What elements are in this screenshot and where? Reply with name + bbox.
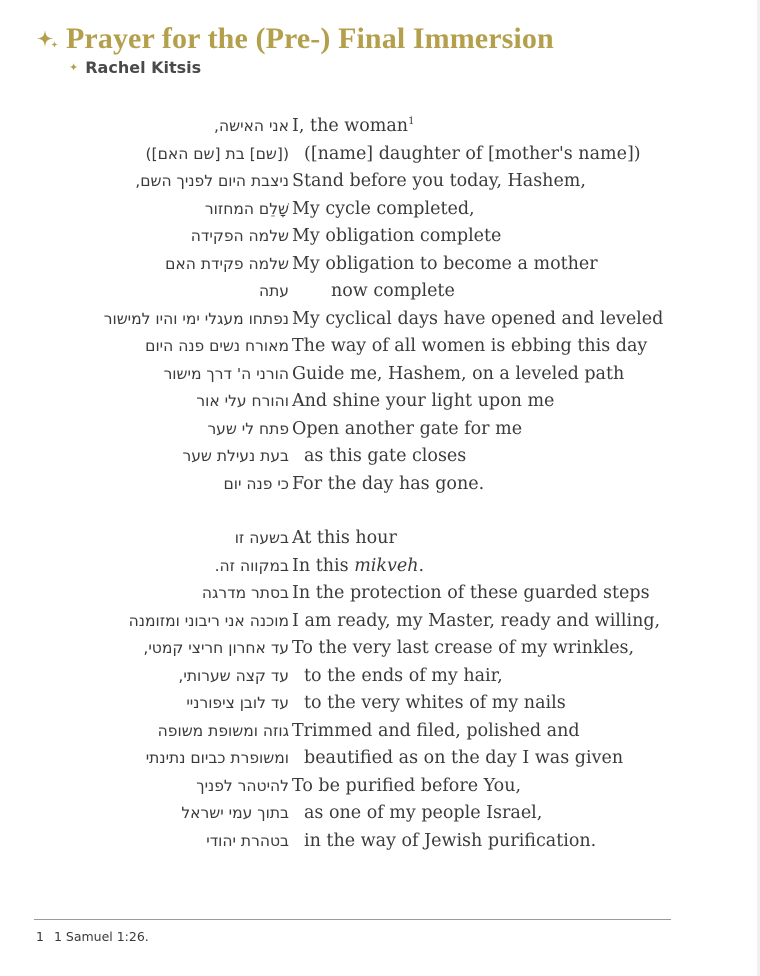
- hebrew-line: שלמה פקידת האם: [165, 254, 289, 273]
- english-line: [292, 113, 414, 141]
- author-row: [69, 58, 554, 77]
- english-line: to the ends of my hair,: [304, 665, 503, 686]
- english-line: To be purified before You,: [292, 775, 522, 796]
- poem-line: [0, 251, 760, 279]
- poem-line: [0, 168, 760, 196]
- poem-line: [0, 333, 760, 361]
- english-line: Open another gate for me: [292, 418, 523, 439]
- english-line: [292, 553, 424, 581]
- hebrew-line: שָׁלֵם המחזור: [204, 199, 289, 218]
- hebrew-line: אני האישה,: [214, 117, 289, 135]
- hebrew-line: הורני ה' דרך מישור: [163, 364, 289, 383]
- english-line: as this gate closes: [304, 446, 467, 466]
- hebrew-line: עד לובן ציפורניי: [186, 694, 289, 712]
- poem-line: [0, 223, 760, 251]
- author-name: Rachel Kitsis: [85, 58, 202, 77]
- poem-line: [0, 690, 760, 718]
- footnote-number: 1: [36, 929, 44, 944]
- english-line: At this hour: [292, 528, 397, 548]
- star-icon: ✦: [69, 61, 79, 74]
- poem-line: [0, 718, 760, 746]
- english-line: Trimmed and filed, polished and: [292, 720, 580, 741]
- poem-line: [0, 773, 760, 801]
- english-line: For the day has gone.: [292, 473, 485, 494]
- poem-line: [0, 525, 760, 553]
- poem-line: [0, 553, 760, 581]
- poem-line: [0, 416, 760, 444]
- english-text: I, the woman: [292, 116, 409, 136]
- poem-line: [0, 580, 760, 608]
- english-punct: .: [418, 555, 425, 576]
- poem-line: [0, 141, 760, 169]
- hebrew-line: להיטהר לפניך: [196, 776, 289, 795]
- hebrew-line: במקווה זה.: [214, 556, 289, 575]
- hebrew-line: והורח עלי אור: [196, 392, 289, 410]
- hebrew-line: מוכנה אני ריבוני ומזומנה: [128, 611, 289, 630]
- poem-line: [0, 361, 760, 389]
- hebrew-line: בתוך עמי ישראל: [181, 804, 289, 822]
- hebrew-line: נפתחו מעגלי ימי והיו למישור: [103, 309, 289, 328]
- english-line: now complete: [331, 281, 455, 301]
- header: [34, 22, 554, 77]
- poem-line: [0, 800, 760, 828]
- poem-line: [0, 663, 760, 691]
- english-line: Stand before you today, Hashem,: [292, 171, 586, 191]
- hebrew-line: ניצבת היום לפניך השם,: [135, 172, 289, 190]
- poem-line: [0, 608, 760, 636]
- english-line: My cyclical days have opened and leveled: [292, 308, 664, 329]
- hebrew-line: ומשופרת כביום נתינתי: [145, 749, 289, 767]
- poem-line: [0, 828, 760, 856]
- stanza-1: [0, 113, 760, 498]
- poem-line: [0, 113, 760, 141]
- hebrew-line: בעת נעילת שער: [182, 447, 289, 465]
- hebrew-line: גוזה ומשופת משופה: [157, 721, 289, 740]
- hebrew-line: פתח לי שער: [207, 419, 289, 438]
- poem-line: [0, 278, 760, 306]
- hebrew-line: מאורח נשים פנה היום: [145, 337, 289, 355]
- english-line: as one of my people Israel,: [304, 803, 543, 823]
- footnote: [36, 929, 149, 944]
- hebrew-line: בסתר מדרגה: [201, 584, 289, 602]
- english-line: And shine your light upon me: [292, 391, 555, 411]
- english-line: in the way of Jewish purification.: [304, 830, 597, 851]
- english-line: beautified as on the day I was given: [304, 748, 624, 768]
- english-italic-term: mikveh: [354, 555, 419, 576]
- hebrew-line: בשעה זו: [234, 529, 289, 547]
- hebrew-line: ([שם] בת [שם האם]): [145, 144, 289, 163]
- poem-line: [0, 388, 760, 416]
- hebrew-line: שלמה הפקידה: [190, 227, 289, 245]
- stanza-2: [0, 525, 760, 855]
- english-line: To the very last crease of my wrinkles,: [292, 638, 635, 658]
- english-line: My cycle completed,: [292, 198, 475, 219]
- english-text: In this: [292, 555, 355, 576]
- hebrew-line: בטהרת יהודי: [206, 831, 289, 850]
- poem-line: [0, 635, 760, 663]
- poem-line: [0, 745, 760, 773]
- title-row: [34, 22, 554, 56]
- english-line: My obligation complete: [292, 226, 502, 246]
- english-line: In the protection of these guarded steps: [292, 583, 650, 603]
- footnote-divider: [34, 919, 671, 920]
- poem-line: [0, 443, 760, 471]
- hebrew-line: עד קצה שערותי,: [178, 666, 289, 685]
- footnote-ref: 1: [408, 116, 415, 128]
- hebrew-line: כי פנה יום: [223, 474, 289, 493]
- english-line: Guide me, Hashem, on a leveled path: [292, 363, 625, 384]
- english-line: to the very whites of my nails: [304, 693, 566, 713]
- hebrew-line: עתה: [258, 282, 289, 300]
- sparkle-icon: [34, 27, 60, 53]
- footnote-text: 1 Samuel 1:26.: [53, 929, 149, 944]
- page-title: Prayer for the (Pre-) Final Immersion: [66, 22, 554, 55]
- english-line: The way of all women is ebbing this day: [292, 336, 648, 356]
- poem-line: [0, 471, 760, 499]
- poem-line: [0, 196, 760, 224]
- poem-line: [0, 306, 760, 334]
- english-line: My obligation to become a mother: [292, 253, 598, 274]
- english-line: ([name] daughter of [mother's name]): [304, 143, 641, 164]
- hebrew-line: עד אחרון חריצי קמטי,: [143, 639, 289, 657]
- english-line: I am ready, my Master, ready and willing,: [292, 610, 661, 631]
